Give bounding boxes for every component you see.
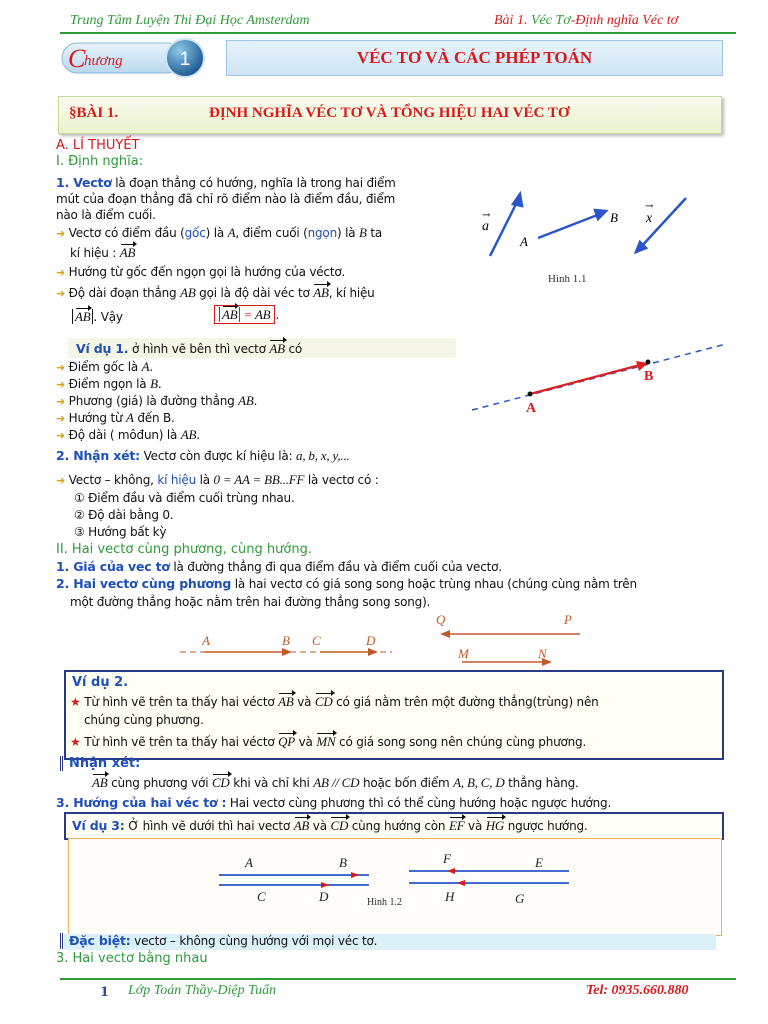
- vector-definition-l2: mút của đoạn thẳng đã chỉ rõ điểm nào là điểm đầu, điểm: [56, 192, 396, 206]
- footer-teacher: Lớp Toán Thầy-Diệp Tuấn: [128, 983, 277, 998]
- section-ii-title: II. Hai vectơ cùng phương, cùng hướng.: [56, 542, 312, 557]
- example-1-figure: [468, 340, 730, 420]
- label-G: G: [515, 891, 525, 906]
- bullet-icon: ➜: [56, 227, 66, 240]
- section-a-title: A. LÍ THUYẾT: [56, 138, 140, 153]
- label-A: A: [202, 633, 210, 648]
- special-note: Đặc biệt: vectơ – không cùng hướng với mọi véc tơ.: [60, 933, 377, 949]
- example-1-item-2: ➜ Phương (giá) là đường thẳng AB.: [56, 393, 258, 408]
- example-2-line-1: ★ Từ hình vẽ trên ta thấy hai véctơ AB và CD có giá nằm trên một đường thẳng(trùng) nên: [70, 694, 599, 709]
- vector-AB-red: [530, 365, 640, 394]
- equal-vectors-title: 3. Hai vectơ bằng nhau: [56, 951, 208, 966]
- label-D: D: [319, 889, 329, 904]
- vector-a-arrow: [490, 194, 522, 256]
- line-AB-dashed: [472, 344, 726, 410]
- bullet-length: ➜ Độ dài đoạn thẳng AB gọi là độ dài véc tơ AB, kí hiệu: [56, 285, 375, 300]
- example-1-item-3: ➜ Hướng từ A đến B.: [56, 410, 175, 425]
- example-2-title: Ví dụ 2.: [72, 675, 129, 690]
- vector-AB-arrow: [538, 210, 606, 238]
- length-notation: AB . Vậy: [72, 309, 123, 325]
- example-1-item-0: ➜ Điểm gốc là A.: [56, 359, 154, 374]
- remark-2: 2. Nhận xét: Vectơ còn được kí hiệu là: a, b, x, y,...: [56, 448, 350, 463]
- bullet-icon: ➜: [56, 287, 66, 300]
- chapter-badge: [60, 37, 220, 79]
- bullet-notation: ➜ Vectơ có điểm đầu (gốc) là A, điểm cuối (ngọn) là B ta: [56, 225, 383, 240]
- label-P: P: [564, 612, 572, 627]
- section-3-direction: 3. Hướng của hai véc tơ : Hai vectơ cùng phương thì có thể cùng hướng hoặc ngược hướng.: [56, 795, 612, 810]
- remark-3-text: AB cùng phương với CD khi và chỉ khi AB // CD hoặc bốn điểm A, B, C, D thẳng hàng.: [92, 775, 579, 790]
- zero-item-2: ③ Hướng bất kỳ: [74, 525, 167, 539]
- label-C: C: [312, 633, 321, 648]
- lesson-number: §BÀI 1.: [69, 105, 119, 121]
- fig-label-A: A: [526, 401, 537, 416]
- footer-phone: Tel: 0935.660.880: [586, 983, 689, 998]
- zero-vector: ➜ Vectơ – không, kí hiệu là 0 = AA = BB...FF là vectơ có :: [56, 472, 379, 487]
- label-E: E: [535, 855, 543, 870]
- svg-text:→: →: [645, 201, 654, 212]
- collinear-figure: [180, 612, 600, 668]
- header-divider: [60, 32, 736, 34]
- label-N: N: [538, 646, 547, 661]
- lesson-title: ĐỊNH NGHĨA VÉC TƠ VÀ TỔNG HIỆU HAI VÉC TƠ: [209, 105, 570, 121]
- label-x: x: [646, 211, 653, 226]
- svg-text:C: C: [68, 44, 86, 73]
- example-2-line-1b: chúng cùng phương.: [84, 713, 204, 727]
- figure-1-1: [470, 186, 710, 288]
- vector-definition-l3: nào là điểm cuối.: [56, 208, 156, 222]
- label-Q: Q: [436, 612, 446, 627]
- label-B: B: [282, 633, 290, 648]
- example-2-line-2: ★ Từ hình vẽ trên ta thấy hai véctơ QP và MN có giá song song nên chúng cùng phương.: [70, 734, 587, 749]
- chapter-word: hương: [84, 53, 123, 69]
- example-3-box: [64, 812, 724, 840]
- zero-item-0: ① Điểm đầu và điểm cuối trùng nhau.: [74, 491, 295, 505]
- zero-item-1: ② Độ dài bằng 0.: [74, 508, 174, 522]
- vector-x-arrow: [636, 198, 686, 252]
- definition-title: I. Định nghĩa:: [56, 154, 144, 169]
- footer-divider: [60, 978, 736, 980]
- label-D: D: [366, 633, 376, 648]
- section-ii-p2: 2. Hai vectơ cùng phương là hai vectơ có giá song song hoặc trùng nhau (chúng cùng nằm trên: [56, 576, 637, 591]
- chapter-title: VÉC TƠ VÀ CÁC PHÉP TOÁN: [226, 40, 723, 76]
- bullet-direction: ➜ Hướng từ gốc đến ngọn gọi là hướng của véctơ.: [56, 265, 346, 279]
- header-center-name: Trung Tâm Luyện Thi Đại Học Amsterdam: [70, 13, 310, 28]
- section-ii-p1: 1. Giá của vec tơ là đường thẳng đi qua điểm đầu và điểm cuối của vectơ.: [56, 559, 502, 574]
- label-B: B: [339, 855, 347, 870]
- bullet-icon: ➜: [56, 266, 66, 279]
- section-ii-p2-l2: một đường thẳng hoặc nằm trên hai đường thẳng song song).: [70, 595, 431, 609]
- chapter-number: 1: [179, 49, 191, 70]
- example-1-heading: Ví dụ 1. ở hình vẽ bên thì vectơ AB có: [76, 341, 303, 356]
- page-number: 1: [100, 985, 110, 1000]
- example-3-text: Ví dụ 3: Ở hình vẽ dưới thì hai vectơ AB và CD cùng hướng còn EF và HG ngược hướng.: [72, 818, 588, 833]
- label-F: F: [443, 851, 451, 866]
- figure-1-2-frame: [68, 838, 722, 936]
- lesson-bar: [58, 96, 722, 134]
- example-1-item-4: ➜ Độ dài ( môđun) là AB.: [56, 427, 200, 442]
- example-2-box: [64, 670, 724, 760]
- remark-3-title: Nhận xét:: [60, 756, 140, 771]
- figure-1-2: [69, 839, 721, 935]
- label-B: B: [610, 210, 618, 225]
- figure-1-2-caption: Hình 1.2: [367, 897, 402, 908]
- label-H: H: [445, 889, 455, 904]
- bullet-notation-l2: kí hiệu : AB: [70, 245, 136, 260]
- label-a: a: [482, 219, 489, 234]
- fig-label-B: B: [644, 369, 654, 384]
- label-C: C: [257, 889, 266, 904]
- chapter-badge-graphic: [60, 37, 220, 79]
- figure-caption: Hình 1.1: [548, 273, 587, 285]
- label-M: M: [458, 646, 469, 661]
- example-1-item-1: ➜ Điểm ngọn là B.: [56, 376, 162, 391]
- svg-text:→: →: [482, 210, 491, 221]
- label-A: A: [520, 234, 528, 249]
- label-A: A: [245, 855, 253, 870]
- header-lesson-ref: Bài 1. Véc Tơ-Định nghĩa Véc tơ: [494, 13, 679, 28]
- length-formula: AB = AB .: [214, 307, 279, 323]
- vector-definition: 1. Vectơ là đoạn thẳng có hướng, nghĩa là trong hai điểm: [56, 175, 396, 190]
